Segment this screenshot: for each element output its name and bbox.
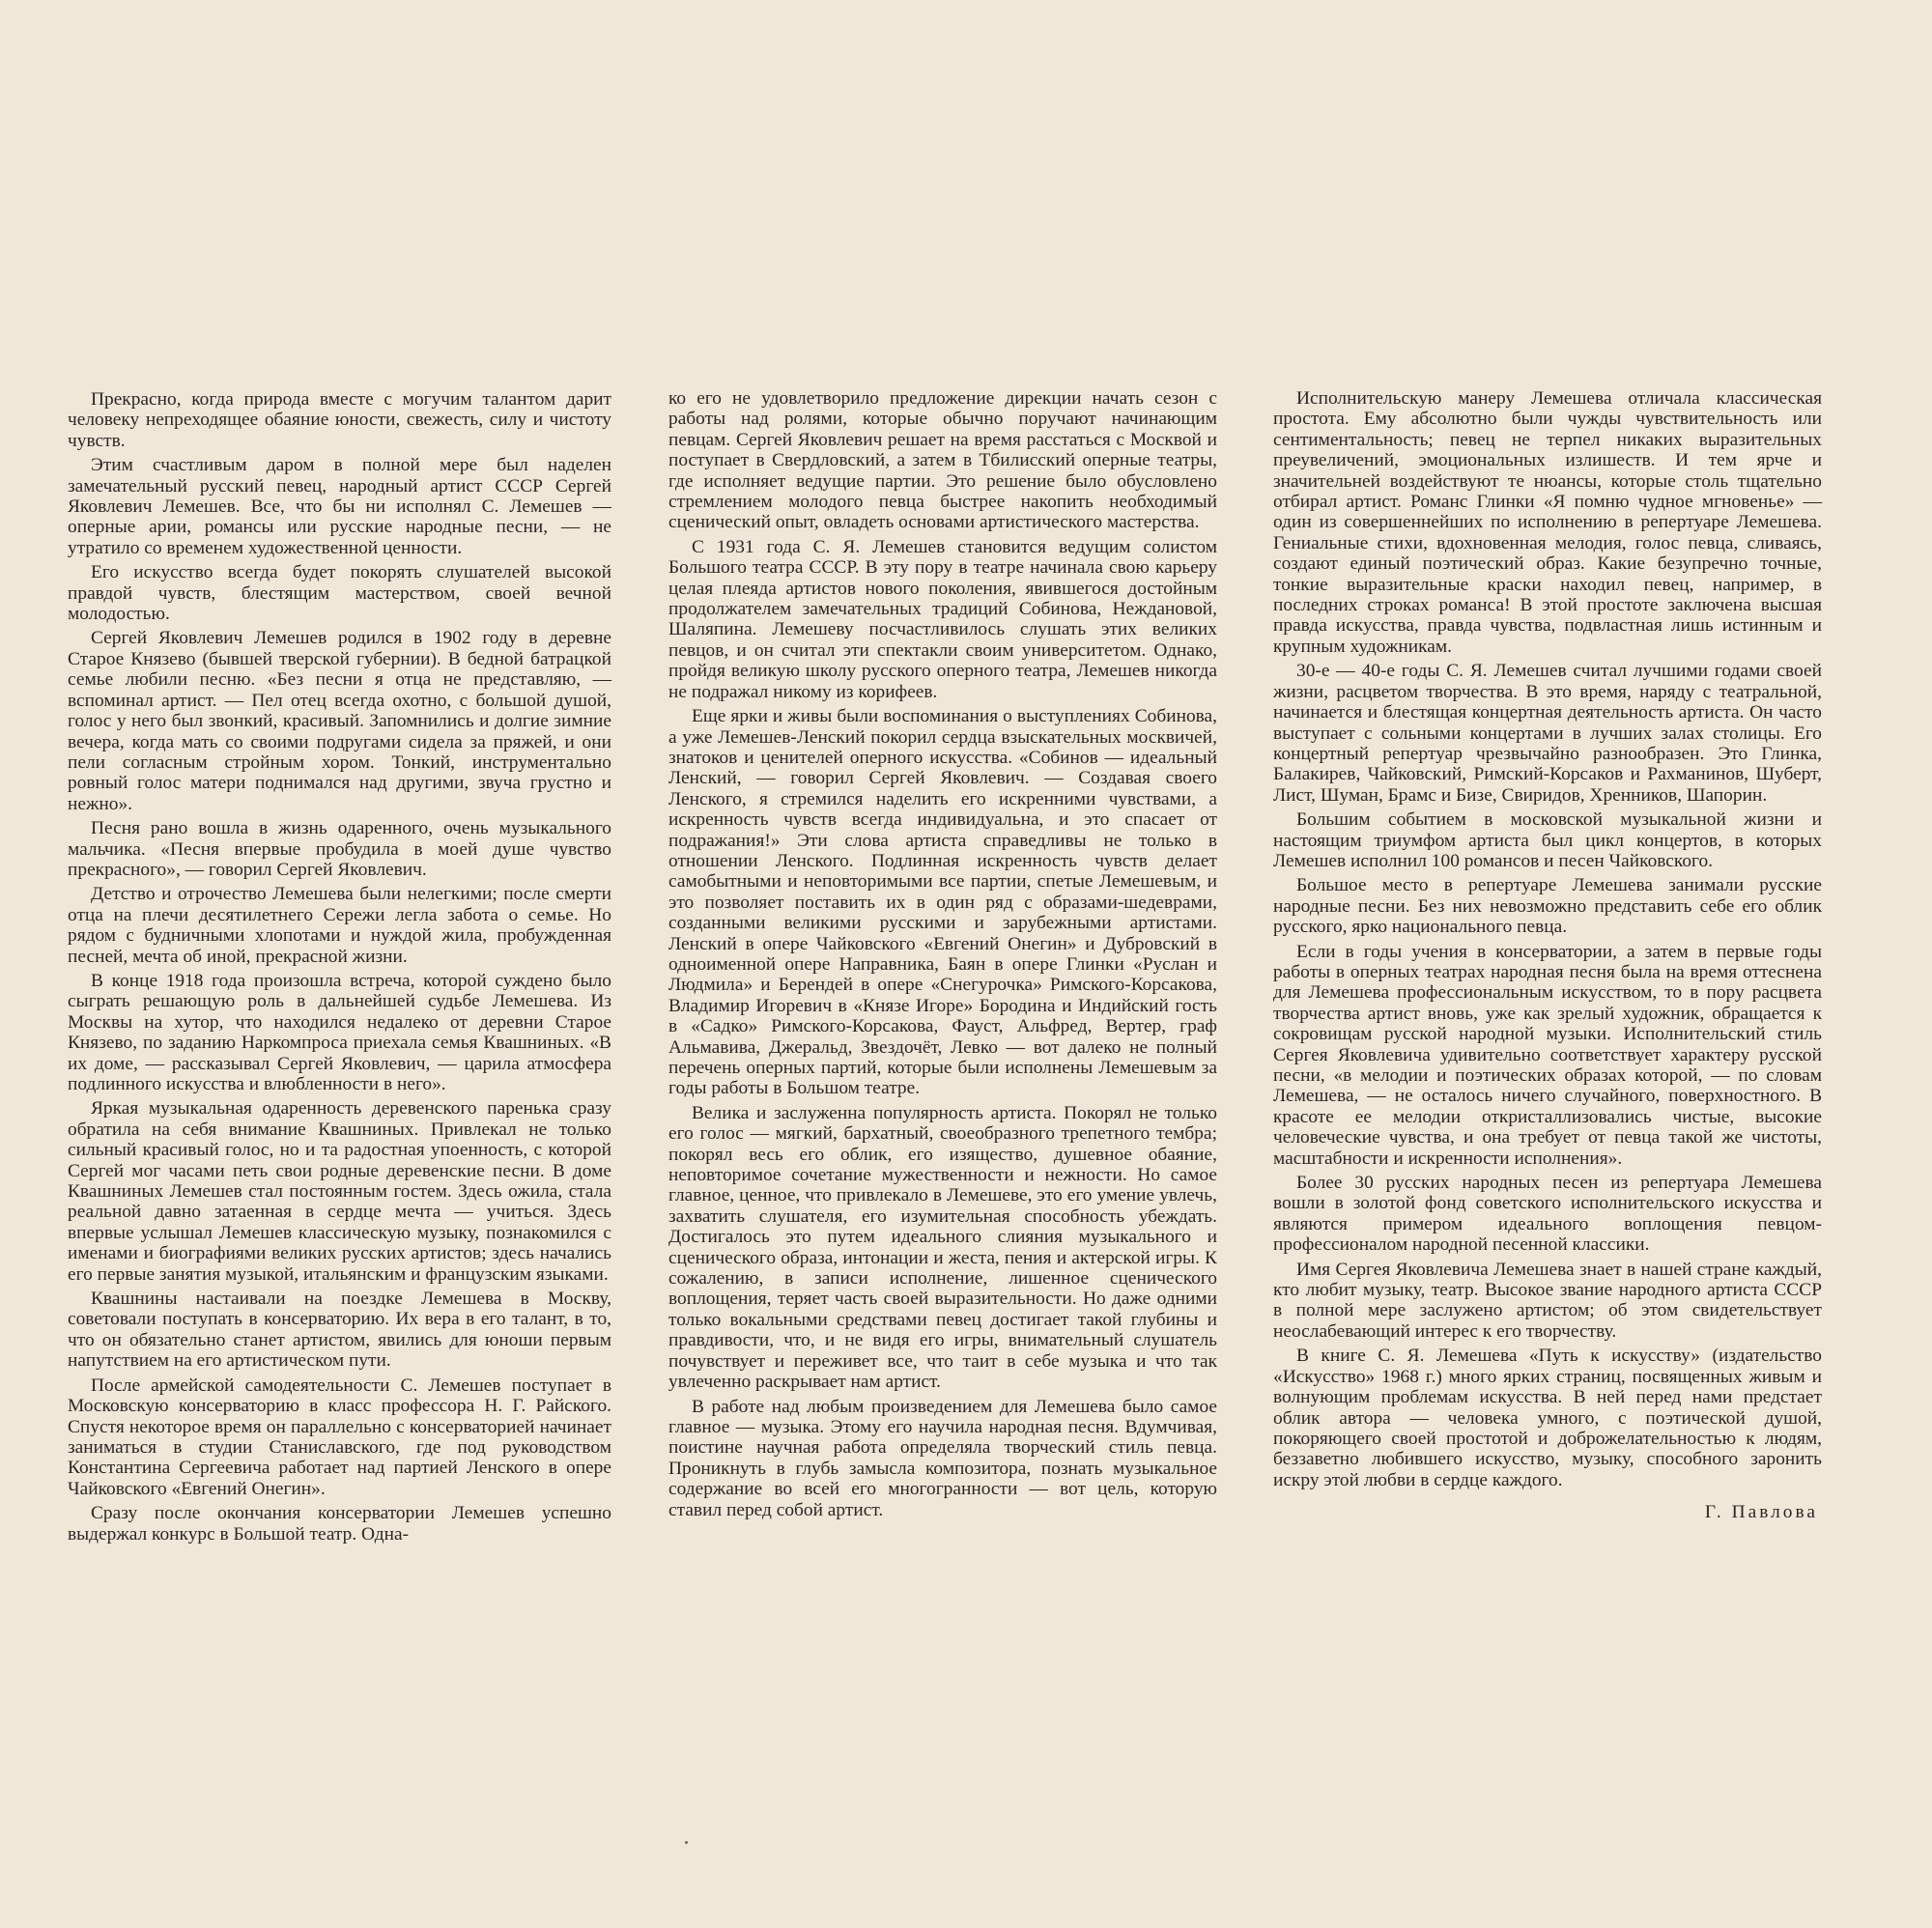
paragraph: После армейской самодеятельности С. Лемешев поступает в Московскую консерваторию в класс профессора Н. Г. Райского. Спустя некоторое время он параллельно с консерваторией начинает заниматься в студии Станиславского, где под руководством Константина Сергеевича работает над партией Ленского в опере Чайковского «Евгений Онегин». xyxy=(68,1375,611,1499)
paragraph: Если в годы учения в консерватории, а затем в первые годы работы в оперных театрах народная песня была на время оттеснена для Лемешева профессиональным искусством, то в пору расцвета творчества артист вновь, уже как зрелый художник, обращается к сокровищам русской народной музыки. Исполнительский стиль Сергея Яковлевича удивительно соответствует характеру русской песни, «в мелодии и поэтических образах которой, — по словам Лемешева, — не осталось ничего случайного, поверхностного. В красоте ее мелодии откристаллизовались чистые, высокие человеческие чувства, и она требует от певца такой же чистоты, масштабности и искренности исполнения». xyxy=(1273,941,1822,1169)
paragraph: Его искусство всегда будет покорять слушателей высокой правдой чувств, блестящим мастерством, своей вечной молодостью. xyxy=(68,562,611,625)
paragraph: Сергей Яковлевич Лемешев родился в 1902 году в деревне Старое Князево (бывшей тверской губернии). В бедной батрацкой семье любили песню. «Без песни я отца не представляю, — вспоминал артист. — Пел отец всегда охотно, с большой душой, голос у него был звонкий, красивый. Запомнились и долгие зимние вечера, когда мать со своими подругами сидела за пряжей, и они пели согласным стройным хором. Тонкий, инструментально ровный голос матери поднимался над другими, звуча грустно и нежно». xyxy=(68,628,611,814)
paragraph: Прекрасно, когда природа вместе с могучим талантом дарит человеку непреходящее обаяние юности, свежесть, силу и чистоту чувств. xyxy=(68,389,611,451)
paragraph: 30-е — 40-е годы С. Я. Лемешев считал лучшими годами своей жизни, расцветом творчества. В это время, наряду с театральной, начинается и блестящая концертная деятельность артиста. Он часто выступает с сольными концертами в лучших залах столицы. Его концертный репертуар чрезвычайно разнообразен. Это Глинка, Балакирев, Чайковский, Римский-Корсаков и Рахманинов, Шуберт, Лист, Шуман, Брамс и Бизе, Свиридов, Хренников, Шапорин. xyxy=(1273,661,1822,806)
paragraph: В работе над любым произведением для Лемешева было самое главное — музыка. Этому его научила народная песня. Вдумчивая, поистине научная работа определяла творческий стиль певца. Проникнуть в глубь замысла композитора, познать музыкальное содержание во всей его многогранности — вот цель, которую ставил перед собой артист. xyxy=(668,1396,1217,1520)
paragraph: Еще ярки и живы были воспоминания о выступлениях Собинова, а уже Лемешев-Ленский покорил сердца взыскательных москвичей, знатоков и ценителей оперного искусства. «Собинов — идеальный Ленский, — говорил Сергей Яковлевич. — Создавая своего Ленского, я стремился наделить его искренними чувствами, а искренность чувств всегда индивидуальна, и это спасает от подражания!» Эти слова артиста справедливы не только в отношении Ленского. Подлинная искренность чувств делает самобытными и неповторимыми все партии, спетые Лемешевым, и это позволяет поставить их в один ряд с образами-шедеврами, созданными великими русскими и зарубежными артистами. Ленский в опере Чайковского «Евгений Онегин» и Дубровский в одноименной опере Направника, Баян в опере Глинки «Руслан и Людмила» и Берендей в опере «Снегурочка» Римского-Корсакова, Владимир Игоревич в «Князе Игоре» Бородина и Индийский гость в «Садко» Римского-Корсакова, Фауст, Альфред, Вертер, граф Альмавива, Джеральд, Звездочёт, Левко — вот далеко не полный перечень оперных партий, которые были исполнены Лемешевым за годы работы в Большом театре. xyxy=(668,706,1217,1099)
paragraph: Сразу после окончания консерватории Лемешев успешно выдержал конкурс в Большой театр. Одна- xyxy=(68,1503,611,1545)
paragraph: Более 30 русских народных песен из репертуара Лемешева вошли в золотой фонд советского исполнительского искусства и являются примером идеального воплощения певцом-профессионалом народной песенной классики. xyxy=(1273,1173,1822,1256)
paragraph: Песня рано вошла в жизнь одаренного, очень музыкального мальчика. «Песня впервые пробудила в моей душе чувство прекрасного», — говорил Сергей Яковлевич. xyxy=(68,818,611,880)
paragraph: С 1931 года С. Я. Лемешев становится ведущим солистом Большого театра СССР. В эту пору в театре начинала свою карьеру целая плеяда артистов нового поколения, явившегося достойным продолжателем замечательных традиций Собинова, Неждановой, Шаляпина. Лемешеву посчастливилось слушать этих великих певцов, и он считал эти спектакли своим университетом. Однако, пройдя великую школу русского оперного театра, Лемешев никогда не подражал никому из корифеев. xyxy=(668,536,1217,702)
paragraph: Исполнительскую манеру Лемешева отличала классическая простота. Ему абсолютно были чужды чувствительность или сентиментальность; певец не терпел никаких выразительных преувеличений, эмоциональных излишеств. И тем ярче и значительней воздействуют те нюансы, которые столь тщательно отбирал артист. Романс Глинки «Я помню чудное мгновенье» — один из совершеннейших по исполнению в репертуаре Лемешева. Гениальные стихи, вдохновенная мелодия, голос певца, сливаясь, создают единый поэтический образ. Какие безупречно точные, тонкие выразительные краски находил певец, например, в последних строках романса! В этой простоте заключена высшая правда искусства, правда чувства, подвластная лишь истинным и крупным художникам. xyxy=(1273,388,1822,657)
text-column-3 xyxy=(1273,388,1822,1523)
print-speck xyxy=(685,1841,688,1844)
paragraph: Яркая музыкальная одаренность деревенского паренька сразу обратила на себя внимание Квашниных. Привлекал не только сильный красивый голос, но и та радостная упоенность, с которой Сергей мог часами петь свои родные деревенские песни. В доме Квашниных Лемешев стал постоянным гостем. Здесь ожила, стала реальной давно затаенная в сердце мечта — учиться. Здесь впервые услышал Лемешев классическую музыку, познакомился с именами и биографиями великих русских артистов; здесь начались его первые занятия музыкой, итальянским и французским языками. xyxy=(68,1098,611,1285)
paragraph: Детство и отрочество Лемешева были нелегкими; после смерти отца на плечи десятилетнего Сережи легла забота о семье. Но рядом с будничными хлопотами и нуждой жила, пробужденная песней, мечта об иной, прекрасной жизни. xyxy=(68,884,611,967)
paragraph: Этим счастливым даром в полной мере был наделен замечательный русский певец, народный артист СССР Сергей Яковлевич Лемешев. Все, что бы ни исполнял С. Лемешев — оперные арии, романсы или русские народные песни, — не утратило со временем художественной ценности. xyxy=(68,455,611,558)
text-column-1 xyxy=(68,389,611,1548)
paragraph: Велика и заслуженна популярность артиста. Покорял не только его голос — мягкий, бархатный, своеобразного трепетного тембра; покорял весь его облик, его изящество, душевное обаяние, неповторимое сочетание мужественности и нежности. Но самое главное, ценное, что привлекало в Лемешеве, это его умение увлечь, захватить слушателя, его изумительная способность убеждать. Достигалось это путем идеального слияния музыкального и сценического образа, интонации и жеста, пения и актерской игры. К сожалению, в записи исполнение, лишенное сценического воплощения, теряет часть своей выразительности. Но даже одними только вокальными средствами певец достигает такой глубины и правдивости, что, и не видя его игры, внимательный слушатель почувствует и переживет все, что таит в себе музыка и что так увлеченно раскрывает нам артист. xyxy=(668,1102,1217,1393)
paragraph: Большим событием в московской музыкальной жизни и настоящим триумфом артиста был цикл концертов, в которых Лемешев исполнил 100 романсов и песен Чайковского. xyxy=(1273,809,1822,871)
paragraph: Квашнины настаивали на поездке Лемешева в Москву, советовали поступать в консерваторию. Их вера в его талант, в то, что он обязательно станет артистом, явились для юноши первым напутствием на его артистическом пути. xyxy=(68,1289,611,1372)
paragraph: Имя Сергея Яковлевича Лемешева знает в нашей стране каждый, кто любит музыку, театр. Высокое звание народного артиста СССР в полной мере заслужено артистом; об этом свидетельствует неослабевающий интерес к его творчеству. xyxy=(1273,1259,1822,1342)
text-column-2 xyxy=(668,388,1217,1524)
paragraph: В книге С. Я. Лемешева «Путь к искусству» (издательство «Искусство» 1968 г.) много ярких страниц, посвященных живым и волнующим проблемам искусства. В ней перед нами предстает облик автора — человека умного, с поэтической душой, покоряющего своей простотой и доброжелательностью к людям, беззаветно любившего искусство, музыку, способного заронить искру этой любви в сердце каждого. xyxy=(1273,1346,1822,1490)
paragraph: В конце 1918 года произошла встреча, которой суждено было сыграть решающую роль в дальнейшей судьбе Лемешева. Из Москвы на хутор, что находился недалеко от деревни Старое Князево, по заданию Наркомпроса приехала семья Квашниных. «В их доме, — рассказывал Сергей Яковлевич, — царила атмосфера подлинного искусства и влюбленности в него». xyxy=(68,970,611,1094)
paragraph: ко его не удовлетворило предложение дирекции начать сезон с работы над ролями, которые обычно поручают начинающим певцам. Сергей Яковлевич решает на время расстаться с Москвой и поступает в Свердловский, а затем в Тбилисский оперные театры, где исполняет ведущие партии. Это решение было обусловлено стремлением молодого певца быстрее накопить необходимый сценический опыт, овладеть основами артистического мастерства. xyxy=(668,388,1217,533)
author-signature: Г. Павлова xyxy=(1704,1502,1818,1523)
paragraph: Большое место в репертуаре Лемешева занимали русские народные песни. Без них невозможно представить себе его облик русского, ярко национального певца. xyxy=(1273,875,1822,938)
